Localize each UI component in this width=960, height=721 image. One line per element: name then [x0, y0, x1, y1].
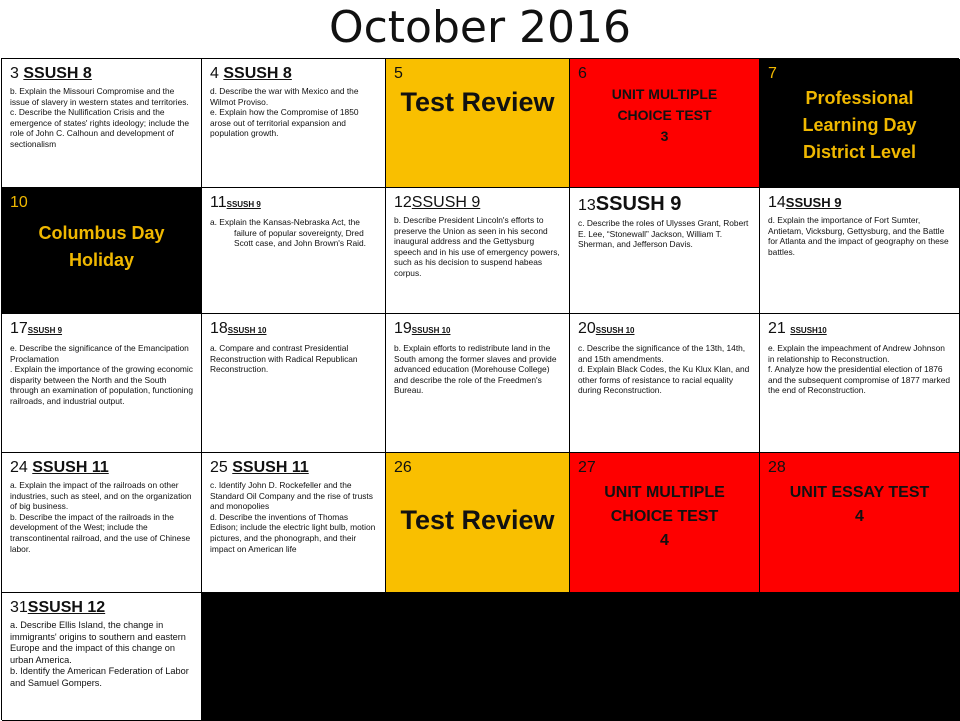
description-line: d. Describe the war with Mexico and the Wilmot Proviso.: [210, 86, 359, 107]
day-description: [578, 343, 751, 396]
day-number: 31: [10, 599, 28, 616]
day-number: 14: [768, 194, 786, 211]
day-number: 17: [10, 320, 28, 337]
day-number: 3: [10, 65, 19, 82]
day-description: [210, 343, 377, 375]
standard-label: SSUSH 9: [27, 326, 63, 335]
standard-label: SSUSH 9: [595, 193, 682, 215]
day-number: 10: [10, 194, 28, 211]
day-header: [210, 458, 377, 477]
day-header: [578, 319, 751, 340]
day-description: [210, 217, 377, 249]
day-cell-24[interactable]: [2, 453, 202, 593]
day-cell-18[interactable]: [202, 314, 386, 453]
standard-label: SSUSH 10: [227, 326, 267, 335]
event-line: UNIT MULTIPLE: [611, 86, 718, 102]
day-header: [10, 319, 193, 340]
description-line: c. Describe the significance of the 13th, 14th, and 15th amendments.: [578, 343, 746, 364]
day-description: [578, 218, 751, 250]
day-cell-20[interactable]: [570, 314, 760, 453]
description-line: c. Identify John D. Rockefeller and the Standard Oil Company and the rise of trusts and monopolies: [210, 480, 373, 512]
day-number: 7: [768, 65, 777, 82]
day-number: 12: [394, 194, 412, 211]
empty-cell: [202, 593, 386, 721]
day-description: [210, 86, 377, 139]
day-header: [768, 64, 951, 83]
standard-label: SSUSH 8: [223, 65, 292, 82]
day-cell-6[interactable]: [570, 59, 760, 188]
day-cell-28[interactable]: [760, 453, 960, 593]
description-line: e. Describe the significance of the Emancipation Proclamation: [10, 343, 189, 364]
description-line: b. Describe President Lincoln's efforts to preserve the Union as seen in his second inaugural address and the Gettysburg speech and in his use of emergency powers, such as his decision to suspend habeas corpus.: [394, 215, 560, 278]
day-description: [10, 620, 193, 689]
event-line: UNIT ESSAY TEST: [789, 484, 930, 501]
description-line: a. Explain the impact of the railroads on other industries, such as steel, and on the organization of big business.: [10, 480, 192, 512]
day-description: [210, 480, 377, 554]
day-header: [768, 458, 951, 477]
day-cell-3[interactable]: [2, 59, 202, 188]
day-description: [768, 215, 951, 257]
day-number: 20: [578, 320, 596, 337]
day-cell-5[interactable]: [386, 59, 570, 188]
event-line: 4: [660, 532, 669, 549]
event-line: 3: [660, 128, 669, 144]
day-cell-26[interactable]: [386, 453, 570, 593]
day-header: [578, 195, 751, 215]
description-line: b. Explain efforts to redistribute land in the South among the former slaves and provide advanced education (Morehouse College) and describe the role of the Freedmen's Bureau.: [394, 343, 557, 396]
day-header: [394, 64, 561, 83]
description-line: a. Explain the Kansas-Nebraska Act, the failure of popular sovereignty, Dred Scott case, and John Brown's Raid.: [210, 217, 366, 249]
standard-label: SSUSH 10: [595, 326, 635, 335]
day-number: 25: [210, 459, 228, 476]
day-cell-12[interactable]: [386, 188, 570, 314]
event-line: Holiday: [68, 250, 134, 270]
day-header: [10, 598, 193, 617]
standard-label: SSUSH 9: [226, 200, 261, 209]
standard-label: SSUSH10: [790, 326, 827, 335]
description-line: b. Describe the impact of the railroads in the development of the West; include the transcontinental railroad, and the use of Chinese labor.: [10, 511, 191, 554]
day-cell-31[interactable]: [2, 593, 202, 721]
day-cell-14[interactable]: [760, 188, 960, 314]
day-header: [210, 193, 377, 214]
description-line: a. Compare and contrast Presidential Reconstruction with Radical Republican Reconstruction.: [210, 343, 358, 375]
event-block: [768, 481, 951, 529]
day-header: [10, 458, 193, 477]
day-description: [394, 343, 561, 396]
day-number: 21: [768, 320, 786, 337]
day-header: [578, 458, 751, 477]
event-line: District Level: [802, 142, 917, 162]
day-number: 13: [578, 197, 596, 214]
event-line: Learning Day: [802, 115, 917, 135]
event-block: [10, 220, 193, 274]
day-cell-17[interactable]: [2, 314, 202, 453]
day-cell-25[interactable]: [202, 453, 386, 593]
description-line: . Explain the importance of the growing economic disparity between the North and the South through an examination of population, functioning railroads, and industrial output.: [10, 364, 193, 406]
event-line: Professional: [805, 88, 914, 108]
event-label: Test Review: [400, 505, 555, 535]
day-description: [768, 343, 951, 396]
empty-cell: [386, 593, 570, 721]
day-header: [768, 319, 951, 340]
description-line: c. Describe the roles of Ulysses Grant, Robert E. Lee, “Stonewall” Jackson, William T. Sherman, and Jefferson Davis.: [578, 218, 749, 250]
standard-label: SSUSH 9: [411, 194, 481, 211]
standard-label: SSUSH 12: [27, 599, 106, 616]
description-line: e. Explain how the Compromise of 1850 arose out of territorial expansion and population growth.: [210, 107, 359, 139]
description-line: d. Explain the importance of Fort Sumter, Antietam, Vicksburg, Gettysburg, and the Battle for Atlanta and the impact of geography on these battles.: [768, 215, 949, 257]
day-cell-10[interactable]: [2, 188, 202, 314]
description-line: b. Explain the Missouri Compromise and the issue of slavery in western states and territories.: [10, 86, 189, 107]
event-block: [578, 481, 751, 553]
calendar-grid: [1, 58, 959, 720]
empty-cell: [760, 593, 960, 721]
standard-label: SSUSH 10: [411, 326, 451, 335]
standard-label: SSUSH 9: [785, 195, 842, 210]
event-line: 4: [855, 508, 864, 525]
event-block: [578, 84, 751, 147]
day-number: 11: [210, 194, 227, 211]
day-header: [10, 193, 193, 212]
day-number: 19: [394, 320, 412, 337]
day-number: 24: [10, 459, 28, 476]
day-header: [394, 193, 561, 212]
page-title: October 2016: [328, 2, 632, 53]
day-description: [10, 86, 193, 150]
description-line: c. Describe the Nullification Crisis and the emergence of states' rights ideology; include the role of John C. Calhoun and development of sectionalism: [10, 107, 189, 149]
event-line: CHOICE TEST: [617, 107, 712, 123]
event-label: Test Review: [400, 87, 555, 117]
day-number: 4: [210, 65, 219, 82]
day-cell-13[interactable]: [570, 188, 760, 314]
standard-label: SSUSH 8: [23, 65, 92, 82]
day-header: [394, 458, 561, 477]
event-line: UNIT MULTIPLE: [604, 484, 725, 501]
day-header: [394, 319, 561, 340]
day-cell-11[interactable]: [202, 188, 386, 314]
day-description: [394, 215, 561, 279]
day-cell-19[interactable]: [386, 314, 570, 453]
description-line: b. Identify the American Federation of Labor and Samuel Gompers.: [10, 666, 189, 688]
description-line: d. Explain Black Codes, the Ku Klux Klan, and other forms of resistance to racial equality during Reconstruction.: [578, 364, 750, 396]
empty-cell: [570, 593, 760, 721]
day-description: [10, 480, 193, 554]
description-line: a. Describe Ellis Island, the change in immigrants' origins to southern and eastern Europe and the impact of this change on urban America.: [10, 620, 186, 665]
day-cell-4[interactable]: [202, 59, 386, 188]
standard-label: SSUSH 11: [32, 459, 109, 476]
day-header: [210, 319, 377, 340]
event-line: CHOICE TEST: [610, 508, 719, 525]
day-header: [768, 193, 951, 212]
day-header: [10, 64, 193, 83]
day-number: 27: [578, 459, 596, 476]
day-cell-27[interactable]: [570, 453, 760, 593]
day-cell-7[interactable]: [760, 59, 960, 188]
standard-label: SSUSH 11: [232, 459, 309, 476]
day-number: 6: [578, 65, 587, 82]
day-number: 5: [394, 65, 403, 82]
day-cell-21[interactable]: [760, 314, 960, 453]
day-description: [10, 343, 193, 407]
description-line: f. Analyze how the presidential election of 1876 and the subsequent compromise of 1877 marked the end of Reconstruction.: [768, 364, 951, 396]
day-number: 28: [768, 459, 786, 476]
description-line: d. Describe the inventions of Thomas Edison; include the electric light bulb, motion pictures, and the phonograph, and their impact on American life: [210, 511, 376, 554]
event-block: [768, 85, 951, 166]
day-number: 26: [394, 459, 412, 476]
day-number: 18: [210, 320, 228, 337]
day-header: [578, 64, 751, 83]
description-line: e. Explain the impeachment of Andrew Johnson in relationship to Reconstruction.: [768, 343, 945, 364]
day-header: [210, 64, 377, 83]
event-line: Columbus Day: [38, 223, 165, 243]
